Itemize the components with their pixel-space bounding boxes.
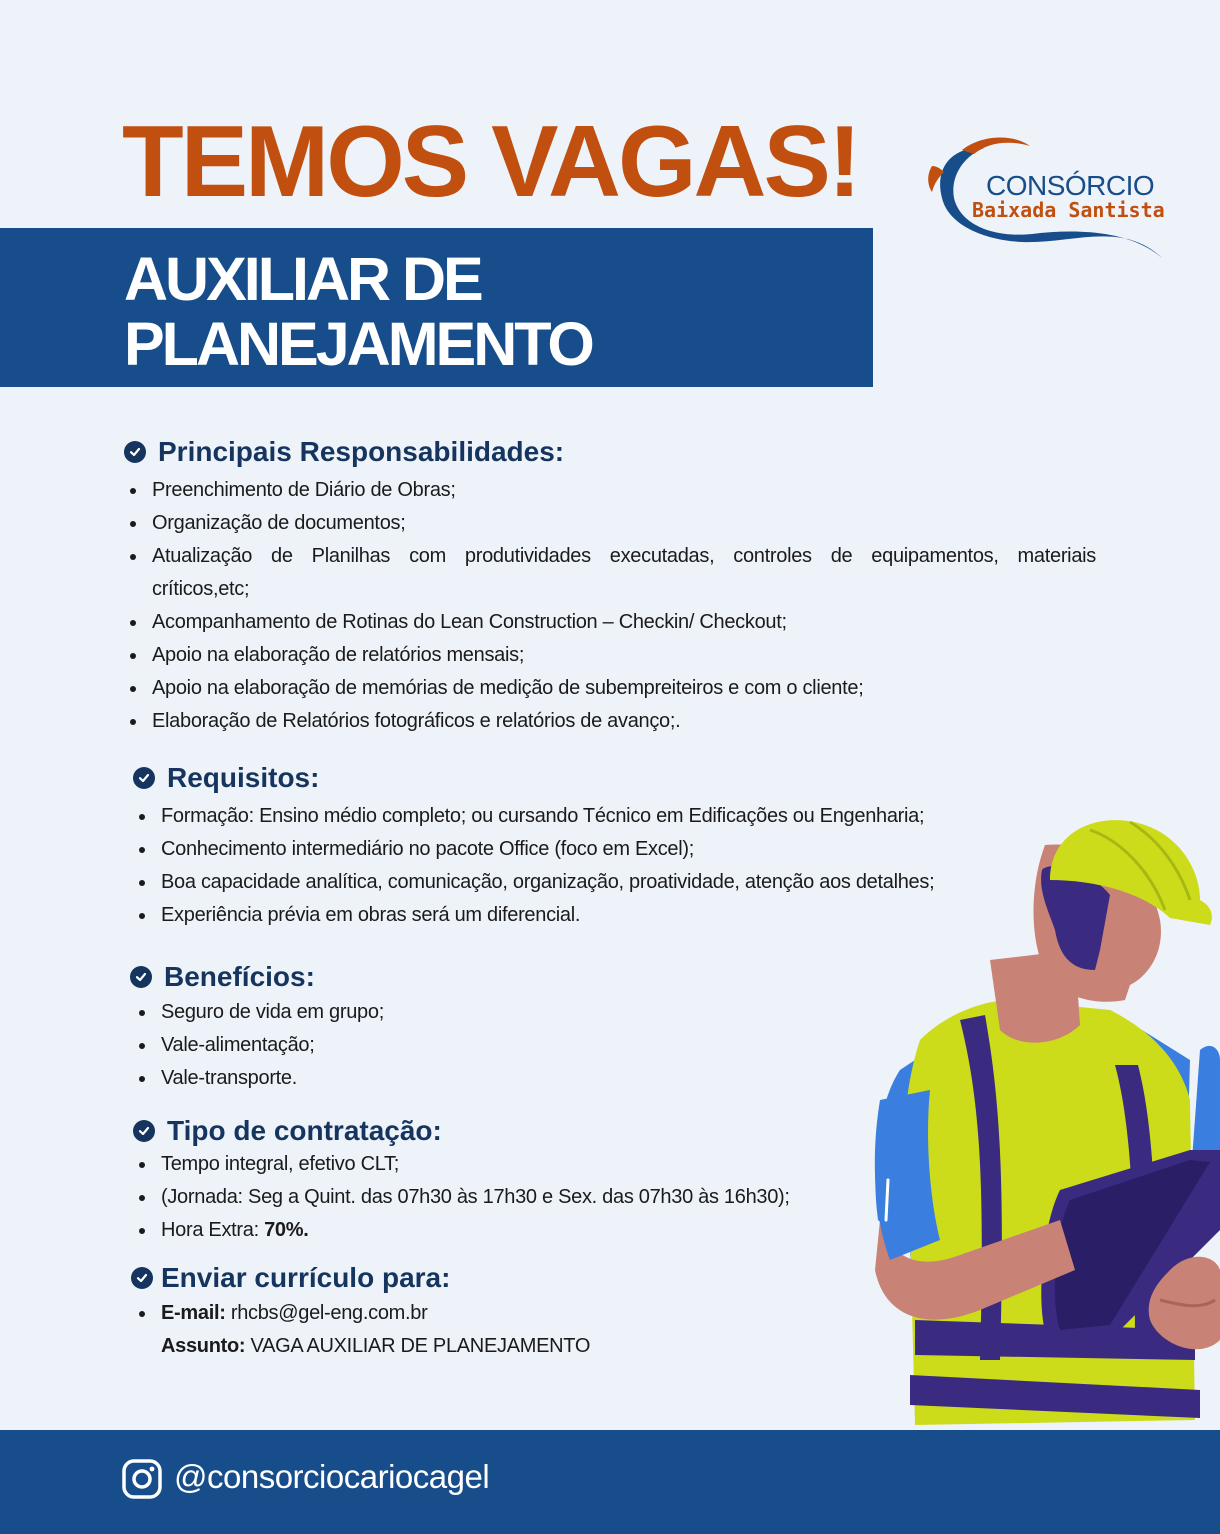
check-circle-icon <box>130 966 152 988</box>
list-item-continuation: críticos,etc; <box>152 578 250 600</box>
list-item: Conhecimento intermediário no pacote Office (foco em Excel); <box>133 833 1013 866</box>
list-item: Experiência prévia em obras será um diferencial. <box>133 899 1013 932</box>
subject-line <box>133 1330 833 1363</box>
list-item: (Jornada: Seg a Quint. das 07h30 às 17h30 e Sex. das 07h30 às 16h30); <box>133 1181 853 1214</box>
email-address[interactable]: rhcbs@gel-eng.com.br <box>225 1302 428 1324</box>
email-line <box>133 1297 833 1330</box>
overtime-label: Hora Extra: <box>161 1219 265 1241</box>
send-cv-title <box>131 1262 450 1294</box>
list-item: Apoio na elaboração de relatórios mensais; <box>124 639 1096 672</box>
list-item: Vale-transporte. <box>133 1062 733 1095</box>
list-item: Tempo integral, efetivo CLT; <box>133 1148 853 1181</box>
responsibilities-title-text: Principais Responsabilidades: <box>158 436 565 467</box>
subject-text: VAGA AUXILIAR DE PLANEJAMENTO <box>245 1335 591 1357</box>
logo-text-line2: Baixada Santista <box>972 198 1165 222</box>
job-title-line2: PLANEJAMENTO <box>124 310 592 378</box>
list-item: Atualização de Planilhas com produtividades executadas, controles de equipamentos, materiais <box>124 540 1096 573</box>
list-item: Vale-alimentação; <box>133 1029 733 1062</box>
check-circle-icon <box>131 1267 153 1289</box>
job-title-line1: AUXILIAR DE <box>124 245 481 313</box>
requirements-title <box>133 762 319 794</box>
responsibilities-list <box>124 474 1096 738</box>
subject-label: Assunto: <box>161 1335 246 1357</box>
benefits-list <box>133 996 733 1095</box>
headline: TEMOS VAGAS! <box>122 106 859 218</box>
overtime-value: 70%. <box>264 1219 309 1241</box>
check-circle-icon <box>133 1120 155 1142</box>
check-circle-icon <box>133 767 155 789</box>
benefits-title <box>130 961 315 993</box>
send-cv-title-text: Enviar currículo para: <box>161 1262 451 1293</box>
responsibilities-title <box>124 436 564 468</box>
list-item: Acompanhamento de Rotinas do Lean Construction – Checkin/ Checkout; <box>124 606 1096 639</box>
list-item: Organização de documentos; <box>124 507 1096 540</box>
contract-list <box>133 1148 853 1247</box>
list-item: Preenchimento de Diário de Obras; <box>124 474 1096 507</box>
company-logo <box>922 128 1172 268</box>
check-circle-icon <box>124 441 146 463</box>
list-item: Boa capacidade analítica, comunicação, organização, proatividade, atenção aos detalhes; <box>133 866 1013 899</box>
list-item: Elaboração de Relatórios fotográficos e relatórios de avanço;. <box>124 705 1096 738</box>
contract-title-text: Tipo de contratação: <box>167 1115 442 1146</box>
benefits-title-text: Benefícios: <box>164 961 315 992</box>
requirements-title-text: Requisitos: <box>167 762 320 793</box>
list-item: Formação: Ensino médio completo; ou cursando Técnico em Edificações ou Engenharia; <box>133 800 1013 833</box>
contract-title <box>133 1115 442 1147</box>
construction-worker-illustration <box>860 800 1220 1430</box>
list-item: Apoio na elaboração de memórias de medição de subempreiteiros e com o cliente; <box>124 672 1096 705</box>
instagram-handle[interactable]: @consorciocariocagel <box>174 1458 490 1495</box>
logo-text-line1: CONSÓRCIO <box>986 170 1155 201</box>
instagram-icon[interactable] <box>122 1459 162 1499</box>
job-title-band <box>0 228 873 387</box>
send-cv-list <box>133 1297 833 1363</box>
list-item: Seguro de vida em grupo; <box>133 996 733 1029</box>
email-label: E-mail: <box>161 1302 226 1324</box>
list-item-overtime <box>133 1214 853 1247</box>
